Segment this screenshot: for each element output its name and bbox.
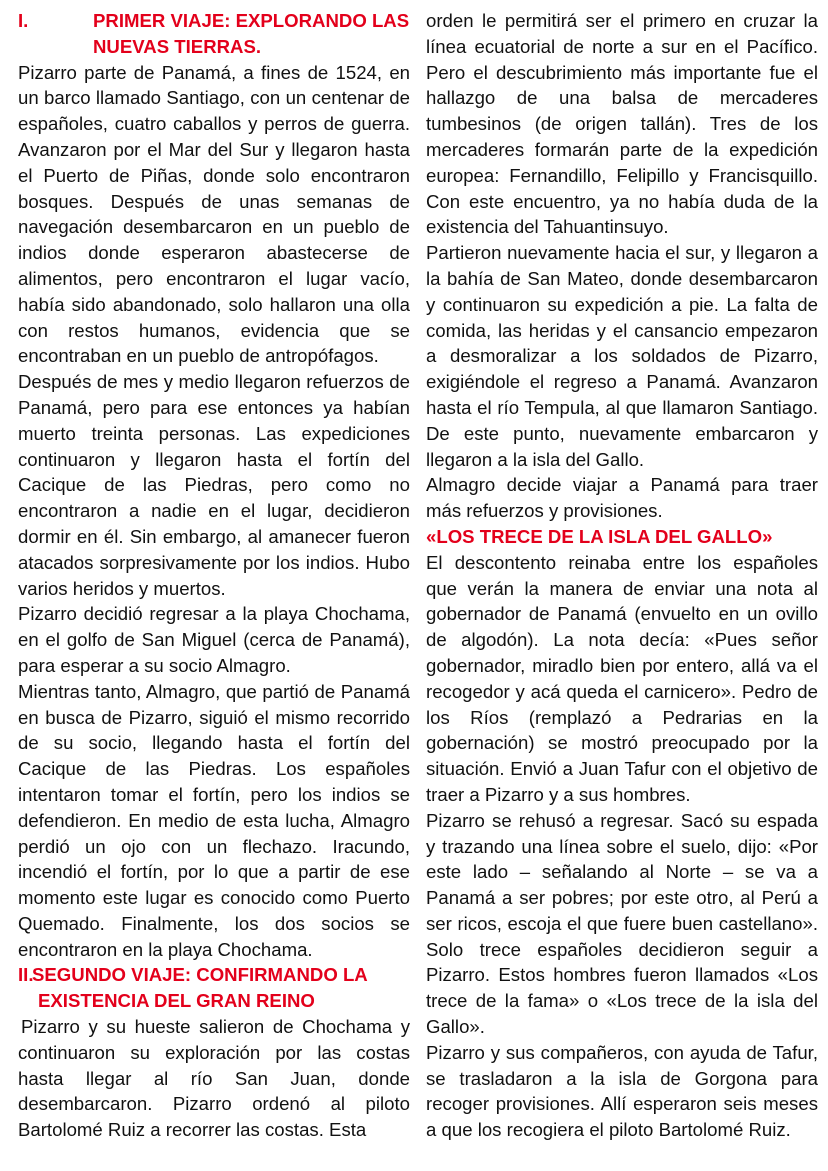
paragraph: Pizarro parte de Panamá, a fines de 1524, en un barco llamado Santiago, con un centenar de españoles, cuatro caballos y perros de guerra. Avanzaron por el Mar del Sur y llegaron hasta el Puerto de Piñas, donde solo encontraron bosques. Después de unas semanas de navegación desembarcaron en un pueblo de indios donde esperaron abastecerse de alimentos, pero encontraron el lugar vacío, había sido abandonado, solo hallaron una olla con restos humanos, evidencia que se encontraban en un pueblo de antropófagos.	[18, 61, 410, 367]
paragraph: Pizarro y sus compañeros, con ayuda de Tafur, se trasladaron a la isla de Gorgona para recoger provisiones. Allí esperaron seis meses a que los recogiera el piloto Bartolomé Ruiz.	[426, 1041, 818, 1141]
paragraph: Pizarro se rehusó a regresar. Sacó su espada y trazando una línea sobre el suelo, dijo: «Por este lado – señalando al Norte – se va a Panamá a ser pobres; por este otro, al Perú a ser ricos, escoja el que fuere buen castellano». Solo trece españoles decidieron seguir a Pizarro. Estos hombres fueron llamados «Los trece de la fama» o «Los trece de la isla del Gallo».	[426, 809, 818, 1038]
section-heading-1	[18, 8, 410, 60]
section-title-1-cont: NUEVAS TIERRAS.	[93, 35, 262, 57]
right-column	[426, 8, 818, 1163]
section-number-2: II.	[18, 964, 34, 986]
section-title-1: PRIMER VIAJE: EXPLORANDO LAS	[93, 10, 410, 31]
subsection-heading: «LOS TRECE DE LA ISLA DEL GALLO»	[426, 525, 773, 547]
section-title-2-cont: EXISTENCIA DEL GRAN REINO	[38, 990, 315, 1012]
paragraph: Mientras tanto, Almagro, que partió de Panamá en busca de Pizarro, siguió el mismo recorrido de su socio, llegando hasta el fortín del Cacique de las Piedras. Los españoles intentaron tomar el fortín, pero los indios se defendieron. En medio de esta lucha, Almagro perdió un ojo con un flechazo. Iracundo, incendió el fortín, por lo que a partir de ese momento este lugar es conocido como Puerto Quemado. Finalmente, los dos socios se encontraron en la playa Chochama.	[18, 680, 410, 960]
paragraph: El descontento reinaba entre los españoles que verán la manera de enviar una nota al gobernador de Panamá (envuelto en un ovillo de algodón). La nota decía: «Pues señor gobernador, miradlo bien por entero, allá va el recogedor y acá queda el carnicero». Pedro de los Ríos (remplazó a Pedrarias en la gobernación) se mostró preocupado por la situación. Envió a Juan Tafur con el objetivo de traer a Pizarro y a sus hombres.	[426, 551, 818, 805]
left-column	[18, 8, 410, 1163]
paragraph: orden le permitirá ser el primero en cruzar la línea ecuatorial de norte a sur en el Pacífico. Pero el descubrimiento más importante fue el hallazgo de una balsa de mercaderes tumbesinos (de origen tallán). Tres de los mercaderes formarán parte de la expedición europea: Fernandillo, Felipillo y Francisquillo. Con este encuentro, ya no había duda de la existencia del Tahuantinsuyo.	[426, 10, 818, 238]
paragraph: Pizarro y su hueste salieron de Chochama y continuaron su exploración por las costas hasta llegar al río San Juan, donde desembarcaron. Pizarro ordenó al piloto Bartolomé Ruiz a recorrer las costas. Esta	[18, 1016, 410, 1141]
paragraph: Pizarro decidió regresar a la playa Chochama, en el golfo de San Miguel (cerca de Panamá), para esperar a su socio Almagro.	[18, 603, 410, 676]
paragraph: Almagro decide viajar a Panamá para traer más refuerzos y provisiones.	[426, 474, 818, 522]
document-page	[18, 8, 818, 1163]
paragraph: Después de mes y medio llegaron refuerzos de Panamá, pero para ese entonces ya habían muerto treinta personas. Las expediciones continuaron y llegaron hasta el fortín del Cacique de las Piedras, pero como no encontraron a nadie en el lugar, decidieron dormir en él. Sin embargo, al amanecer fueron atacados sorpresivamente por los indios. Hubo varios heridos y muertos.	[18, 371, 410, 599]
section-heading-2	[18, 962, 410, 1014]
section-title-2: SEGUNDO VIAJE: CONFIRMANDO LA	[32, 964, 368, 986]
paragraph: Partieron nuevamente hacia el sur, y llegaron a la bahía de San Mateo, donde desembarcaron y continuaron su expedición a pie. La falta de comida, las heridas y el cansancio empezaron a desmoralizar a los soldados de Pizarro, exigiéndole el regreso a Panamá. Avanzaron hasta el río Tempula, al que llamaron Santiago. De este punto, nuevamente embarcaron y llegaron a la isla del Gallo.	[426, 242, 818, 470]
section-number-1: I.	[18, 10, 29, 31]
